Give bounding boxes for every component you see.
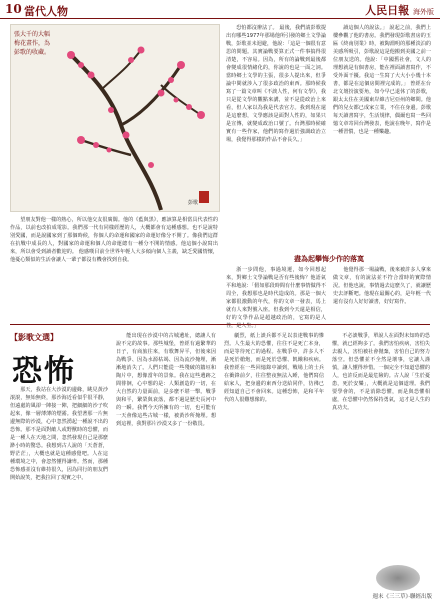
article-subheading: 盡為起攀悔少作的落寞 xyxy=(294,255,364,263)
article-text: 望朋友對他一樣的熱心，所以他交友很廣闊。他的《藍與黑》，應該算是相當具代表性的作品，以前也改拍成電影。我們那一代有同樣經歷的人，大概都會有這種感想。也不是說特別愛國，而是說國家到了那個時候，你個人的命運和國家的命運好像分不開了。像我們這群在抗戰中成長的人，對國家的命運和個人的命運總有一種分不開的情感。他這個小說寫出來，所以會受到讀者歡迎的。 他感嘆目前全世界年輕人大多傾向個人主義，缺乏愛國情懷，他憂心類似的生活會讓人一輩子都沒有機會找到自我。 xyxy=(10,217,218,263)
section-title: 當代人物 xyxy=(24,5,68,18)
article-text: 他覺得那一場論戰，後來被許多人拿來做文章，有的說法並不符合當時的實際情況。但他也說，事情過去這麼久了，就讓歷史去評斷吧。他現在最關心的，是年輕一代還有沒有人好好讀書，好好寫作。 xyxy=(333,267,431,305)
feature-column-2 xyxy=(116,332,216,602)
painting-caption: 張大千的大幅梅花畫作，為彭歌的收藏。 xyxy=(14,31,51,56)
article-text: 恐怕都沒辦法了。 最後，我們請彭歌提出有哪些1977年那場他所引發的鄉土文學論戰，彭歌並未迴避，他說：「這是一個很有意思的問題。其實論戰要算正式一件事搞得很清楚，不容易。因為，所有的論戰到最後都會變成很情緒化的，你說的也是一面之詞。當時鄉土文學的主張，很多人提出來，但爭論中間就涉入了很多政治的東西。那時候我寫了一篇文章叫《不談人性，何有文學》，我只是從文學的觀點來講，並不是從政治上來看，但人家以為我是代表官方。我到現在還是這麼想，文學應該是面對人性的，如果只是宣傳，就變成政治口號了。台灣那時候確實有一些作家，他們的寫作過於強調政治立場，我覺得那樣的作品不會長久。」 xyxy=(226,25,326,143)
feature-column-4 xyxy=(332,332,430,562)
feature-column-1 xyxy=(10,386,108,601)
feature-tag: 【影歌文選】 xyxy=(10,333,58,342)
feature-text: 劇烈，紙上談兵都不足以表達戰事的慘烈。人生最大的恐懼，往往不是死亡本身，而是等待死亡的過程。在戰爭中，許多人不是死於槍炮，而是死於恐懼、飢餓和疾病。我曾經在一些回憶錄中讀到，戰場上的士兵在衝鋒前夕，往往整夜無法入睡，他們寫信給家人，把身邊的東西分送給同伴，彷彿已經知道自己不會回來。這種恐怖，是和平年代的人很難想像的。 xyxy=(224,333,324,403)
feature-text: 那天，我站在大沙漠的邊緣，眺見黃沙滾滾，無始無終，那沙海近看似乎很平靜，但遠處的風卻一陣接一陣，把細細的沙子吹起來，像一層薄薄的煙霧。我望著那一片無邊無際的沙漠，心中忽然湧起一種說不出的恐怖。那不是面對敵人或野獸時的恐懼，而是一種人在天地之間，忽然發現自己是那麼渺小時的驚恐。我想到古人說的「天蒼蒼，野茫茫」，大概也就是這種感覺吧。人在這種環境之中，會忽然懂得謙卑。然而，那種恐怖感並沒有維持很久，因為同行的朋友們開始說笑，把我拉回了現實之中。 xyxy=(10,387,108,481)
feature-text: 能出現在沙漠中的古城遺址，總讓人有說不完的故事。那些城堡，曾經有過繁華的日子，有商旅往來，有歌舞昇平，但後來因為戰爭、因為水源枯竭、因為流沙掩埋，漸漸地消失了。人們只能從一些殘破的牆垣和陶片中，想像當年的景象。我在這些遺跡之間徘徊，心中想的是：人類創造的一切，在大自然的力量面前，是多麼不堪一擊。戰爭與和平，繁榮與衰落，都不過是歷史長河中的一瞬。我們今天所擁有的一切，也可能有一天會像這些古城一樣，被黃沙所掩埋。想到這裡，我對那片沙漠又多了一份敬畏。 xyxy=(116,333,216,427)
article-column-lower-middle-a xyxy=(226,266,326,329)
section-divider xyxy=(10,324,430,325)
masthead-name: 人民日報 xyxy=(365,4,410,17)
article-column-upper-right-a xyxy=(333,24,431,250)
article-text: 讀這個人的說法。」 說起之前，我們上樓參觀了他的書房。我們發現彭歌書房的玉匾《終南別業》時，被陶淵明的那種淡泊的美感所吸引，彭歌說這是他搬到美國之前一位朋友送的。他說：「中國舊社會，文人的理想就是有個書房，能在裡面讀書寫作，不受外面干擾。我這一生寫了大大小小幾十本書，都是在這個房間裡完成的。」 曾經在台北文壇扮演要角，如今早已退休了的彭歌，跟太太住在美國東岸維吉尼亞州的鄉間。他們的兒女都已成家立業，不住在身邊。彭歌每天讀書寫字，生活規律，偶爾也寫一些回憶文章寄回台灣發表，他說在晚年，寫作是一種習慣，也是一種樂趣。 xyxy=(333,25,431,135)
masthead-edition: 海外版 xyxy=(413,8,434,16)
page-header xyxy=(0,0,440,19)
feature-title: 恐怖 xyxy=(12,354,76,389)
article-column-lower-middle-b xyxy=(333,266,431,320)
feature-column-3 xyxy=(224,332,324,602)
article-column-upper-middle xyxy=(226,24,326,250)
feature-byline: 週末《三三草》‧聯經出版 xyxy=(372,594,432,600)
article-column-upper-left xyxy=(10,216,218,320)
feature-text: 不必談戰爭，單說人在面對未知時的恐懼，就已經夠多了。我們害怕疾病，害怕失去親人，害怕被社會拋棄，害怕自己的努力落空。但恐懼並不全然是壞事，它讓人謹慎，讓人懂得珍惜。一個完全不知道恐懼的人，也許反而是最危險的。古人說「生於憂患，死於安樂」，大概就是這個道理。我們要學會的，不是消除恐懼，而是與恐懼相處，在恐懼中仍然保持勇氣，這才是人生的真功夫。 xyxy=(332,333,430,411)
article-text: 浙一步問他，事過境遷，如今回想起來，對鄉土文學論戰是否有些後悔？他語氣平和地說：「假如那段時間有什麼事情做得不周全，我想那也是時代造成的。那是一個大家都很激動的年代，你的文章一發表，馬上就有人來對號入座。但我到今天還是相信，好的文學作品是超越政治的，它寫的是人性，是人生。」 xyxy=(226,267,326,329)
page-number: 10 xyxy=(5,2,22,16)
decorative-illustration xyxy=(376,565,420,591)
masthead xyxy=(365,2,434,18)
painting-signature: 彭歌 xyxy=(188,200,199,206)
